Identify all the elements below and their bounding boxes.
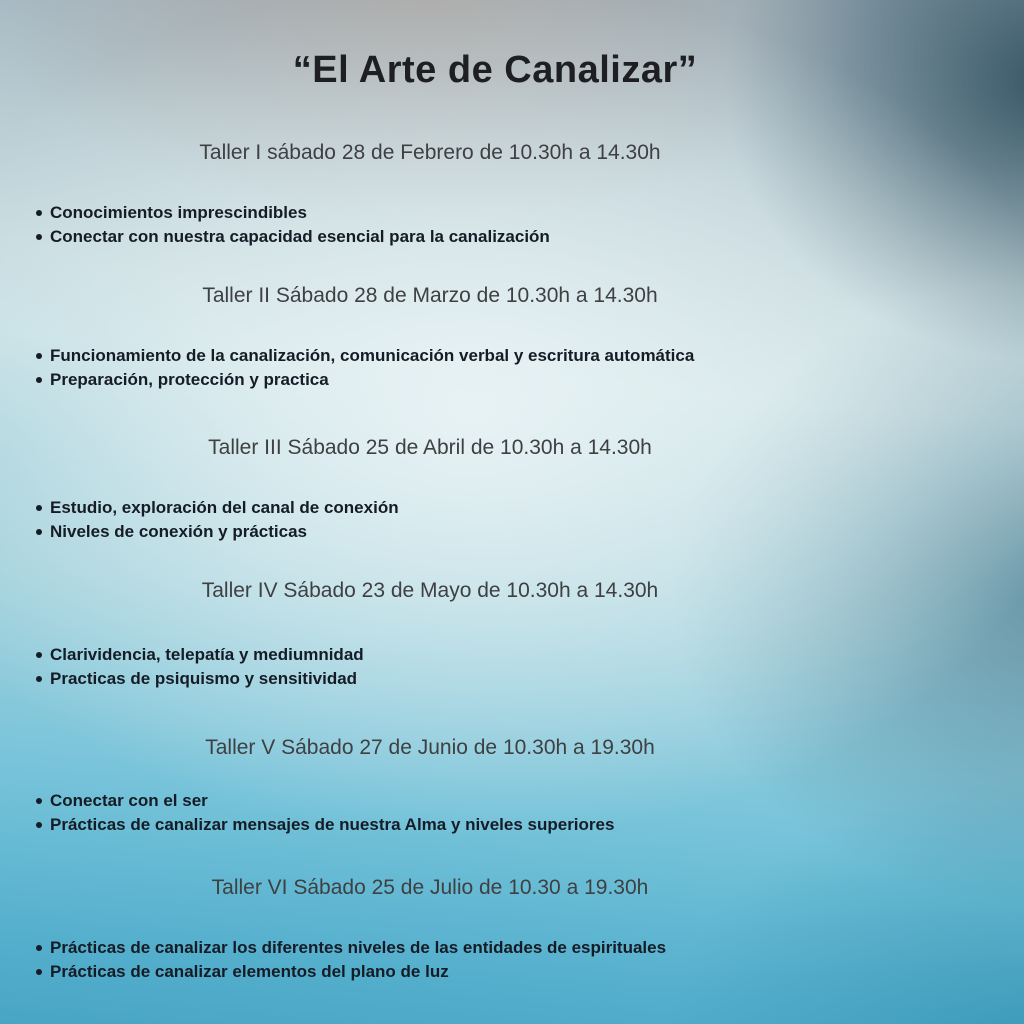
list-item [36, 368, 1024, 392]
bullet-icon [36, 353, 42, 359]
section-taller-5 [0, 734, 1024, 837]
bullet-text: Prácticas de canalizar elementos del plano de luz [50, 962, 449, 981]
bullet-list [0, 789, 1024, 837]
bullet-icon [36, 210, 42, 216]
bullet-list [0, 344, 1024, 392]
list-item [36, 813, 1024, 837]
bullet-list [0, 936, 1024, 984]
bullet-text: Conocimientos imprescindibles [50, 203, 307, 222]
list-item [36, 201, 1024, 225]
bullet-icon [36, 529, 42, 535]
bullet-icon [36, 969, 42, 975]
section-heading: Taller II Sábado 28 de Marzo de 10.30h a 14.30h [202, 284, 658, 307]
bullet-icon [36, 377, 42, 383]
bullet-list [0, 496, 1024, 544]
bullet-icon [36, 652, 42, 658]
list-item [36, 960, 1024, 984]
section-heading: Taller VI Sábado 25 de Julio de 10.30 a 19.30h [211, 876, 649, 899]
section-taller-4 [0, 577, 1024, 691]
section-heading: Taller IV Sábado 23 de Mayo de 10.30h a 14.30h [201, 579, 659, 602]
bullet-list [0, 643, 1024, 691]
section-taller-3 [0, 434, 1024, 544]
bullet-text: Preparación, protección y practica [50, 370, 329, 389]
bullet-icon [36, 945, 42, 951]
bullet-icon [36, 798, 42, 804]
bullet-text: Practicas de psiquismo y sensitividad [50, 669, 358, 688]
section-heading: Taller I sábado 28 de Febrero de 10.30h a 14.30h [199, 141, 661, 164]
bullet-text: Funcionamiento de la canalización, comunicación verbal y escritura automática [50, 346, 695, 365]
list-item [36, 936, 1024, 960]
bullet-text: Niveles de conexión y prácticas [50, 522, 308, 541]
list-item [36, 225, 1024, 249]
bullet-icon [36, 234, 42, 240]
section-taller-1 [0, 139, 1024, 249]
bullet-icon [36, 822, 42, 828]
bullet-text: Prácticas de canalizar mensajes de nuestra Alma y niveles superiores [50, 815, 615, 834]
list-item [36, 667, 1024, 691]
section-heading: Taller V Sábado 27 de Junio de 10.30h a 19.30h [205, 736, 655, 759]
bullet-text: Estudio, exploración del canal de conexión [50, 498, 399, 517]
bullet-text: Clarividencia, telepatía y mediumnidad [50, 645, 364, 664]
list-item [36, 496, 1024, 520]
bullet-icon [36, 505, 42, 511]
list-item [36, 789, 1024, 813]
bullet-text: Conectar con nuestra capacidad esencial para la canalización [50, 227, 550, 246]
bullet-text: Prácticas de canalizar los diferentes niveles de las entidades de espirituales [50, 938, 667, 957]
list-item [36, 344, 1024, 368]
section-taller-2 [0, 282, 1024, 392]
bullet-text: Conectar con el ser [50, 791, 208, 810]
bullet-list [0, 201, 1024, 249]
list-item [36, 643, 1024, 667]
section-taller-6 [0, 874, 1024, 984]
section-heading: Taller III Sábado 25 de Abril de 10.30h a 14.30h [208, 436, 652, 459]
poster-title: “El Arte de Canalizar” [292, 49, 698, 91]
bullet-icon [36, 676, 42, 682]
list-item [36, 520, 1024, 544]
